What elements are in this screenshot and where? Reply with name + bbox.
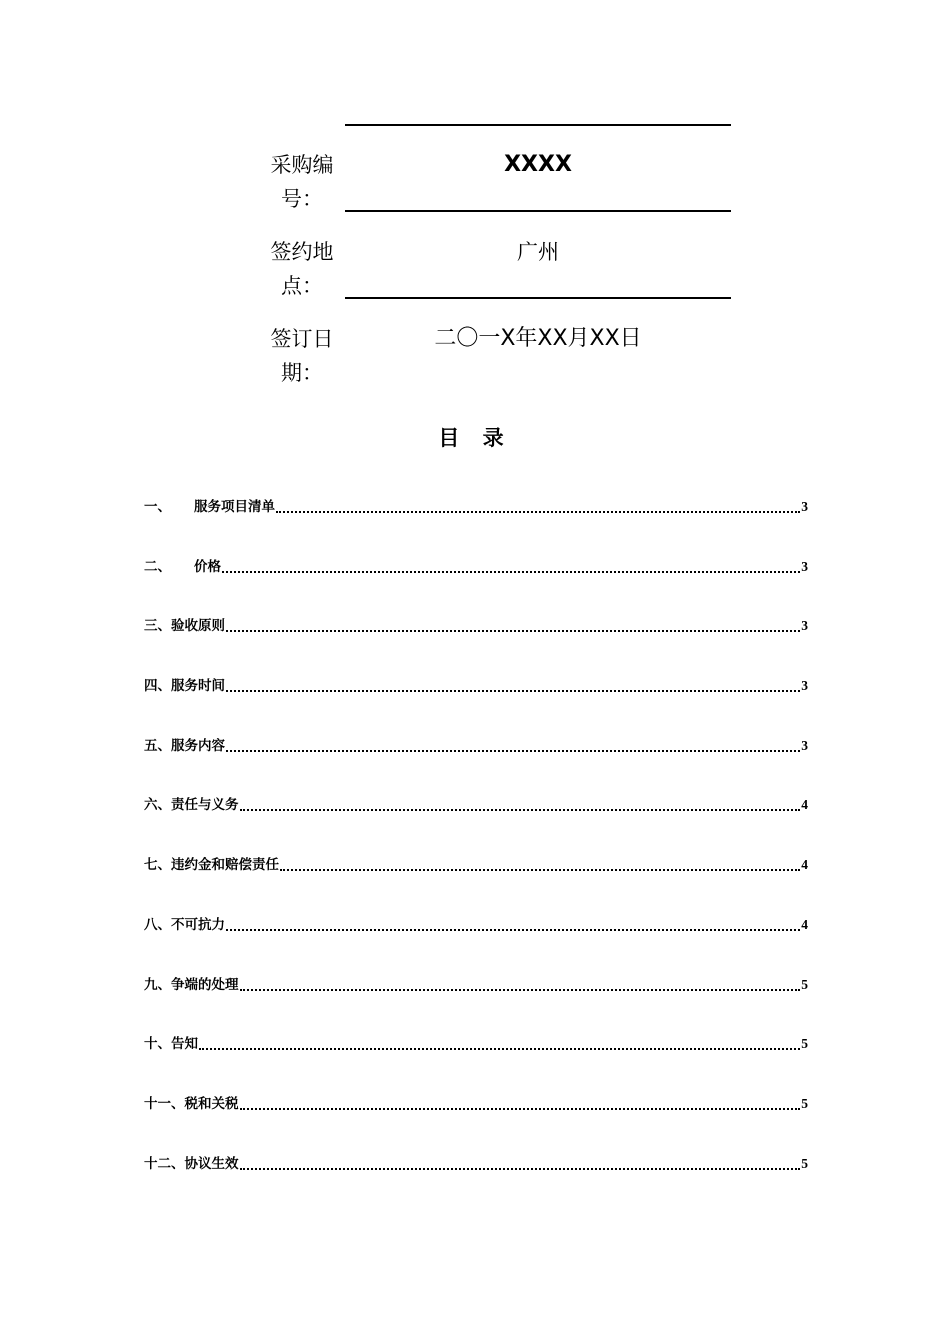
toc-entry-number: 十、 [144, 1036, 171, 1053]
signing-date-label [262, 322, 342, 390]
top-divider-line [345, 124, 731, 126]
toc-entry-text: 告知 [171, 1036, 198, 1053]
toc-dot-leader [276, 485, 800, 513]
toc-page-number: 3 [801, 499, 808, 514]
toc-entry-label [144, 1091, 240, 1117]
toc-entry-text: 不可抗力 [171, 916, 225, 933]
toc-entry-number: 六、 [144, 797, 171, 814]
toc-page-number: 5 [801, 1095, 808, 1111]
toc-title: 目 录 [438, 426, 512, 450]
toc-entry-number: 一、 [144, 499, 171, 515]
toc-entry-label [144, 1031, 199, 1057]
toc-dot-leader [240, 1082, 801, 1110]
toc-page-number: 3 [801, 678, 808, 694]
toc-entry-number: 十二、 [144, 1155, 185, 1172]
toc-entry-text: 协议生效 [184, 1155, 239, 1172]
toc-entry-text: 争端的处理 [171, 976, 239, 993]
toc-page-number: 4 [801, 797, 808, 813]
table-of-contents [144, 494, 808, 1210]
toc-dot-leader [240, 963, 801, 991]
toc-page-number: 3 [801, 558, 808, 574]
signing-place-value: 广州 [345, 235, 731, 299]
toc-entry-text: 服务时间 [171, 678, 225, 695]
toc-page-number: 5 [801, 1155, 808, 1171]
toc-entry-text: 价格 [194, 558, 221, 575]
toc-dot-leader [222, 545, 800, 573]
toc-entry-number: 九、 [144, 976, 171, 993]
toc-page-number: 3 [801, 618, 808, 634]
toc-dot-leader [240, 783, 801, 811]
procurement-number-label-line2: 号： [281, 187, 323, 211]
toc-entry-number: 十一、 [144, 1095, 185, 1112]
toc-entry-number: 八、 [144, 916, 171, 933]
toc-entry-text: 服务项目清单 [194, 499, 275, 515]
signing-place-label-line2: 点： [281, 274, 323, 298]
toc-dot-leader [199, 1022, 800, 1050]
toc-entry-text: 验收原则 [171, 618, 225, 635]
toc-page-number: 4 [801, 857, 808, 873]
toc-entry-label [144, 554, 222, 580]
signing-date-label-line1: 签订日 [270, 327, 334, 351]
toc-entry-label [144, 613, 226, 639]
toc-page-number: 3 [801, 737, 808, 753]
toc-entry-number: 五、 [144, 737, 171, 754]
toc-dot-leader [226, 604, 800, 632]
toc-entry-number: 四、 [144, 678, 171, 695]
toc-entry-text: 违约金和赔偿责任 [171, 857, 279, 874]
toc-dot-leader [240, 1142, 801, 1170]
signing-place-label-line1: 签约地 [270, 240, 334, 264]
procurement-number-value: XXXX [345, 148, 731, 212]
toc-entry-number: 七、 [144, 857, 171, 874]
toc-entry-label [144, 673, 226, 699]
toc-entry-number: 二、 [144, 558, 171, 575]
toc-page-number: 5 [801, 976, 808, 992]
toc-entry-text: 税和关税 [184, 1095, 239, 1112]
toc-entry-text: 服务内容 [171, 737, 225, 754]
toc-page-number: 4 [801, 916, 808, 932]
signing-date-value: 二〇一X年XX月XX日 [434, 326, 642, 351]
toc-dot-leader [280, 843, 800, 871]
signing-place-row [262, 235, 732, 325]
toc-entry-label [144, 912, 226, 938]
toc-page-number: 5 [801, 1036, 808, 1052]
signing-place-label [262, 235, 342, 303]
toc-entry-text: 责任与义务 [171, 797, 239, 814]
toc-entry-label [144, 494, 276, 520]
signing-date-label-line2: 期： [281, 361, 323, 385]
signing-date-row [262, 322, 732, 412]
toc-dot-leader [226, 664, 800, 692]
toc-entry-label [144, 733, 226, 759]
toc-entry-label [144, 792, 240, 818]
toc-dot-leader [226, 903, 800, 931]
procurement-number-row [262, 148, 732, 238]
toc-dot-leader [226, 724, 800, 752]
procurement-number-label [262, 148, 342, 216]
toc-entry-label [144, 972, 240, 998]
toc-entry-label [144, 852, 280, 878]
toc-entry-number: 三、 [144, 618, 171, 635]
toc-entry-label [144, 1151, 240, 1177]
procurement-number-label-line1: 采购编 [270, 153, 334, 177]
toc-entry[interactable] [144, 1151, 808, 1211]
